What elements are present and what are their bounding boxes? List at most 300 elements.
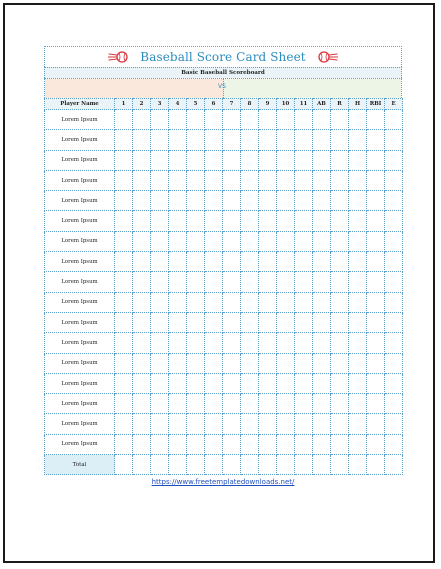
score-cell[interactable] <box>277 353 295 373</box>
score-cell[interactable] <box>259 252 277 272</box>
score-cell[interactable] <box>385 434 403 454</box>
score-cell[interactable] <box>349 110 367 130</box>
score-cell[interactable] <box>241 252 259 272</box>
score-cell[interactable] <box>349 170 367 190</box>
score-cell[interactable] <box>151 231 169 251</box>
score-cell[interactable] <box>205 191 223 211</box>
score-cell[interactable] <box>169 110 187 130</box>
score-cell[interactable] <box>205 292 223 312</box>
score-cell[interactable] <box>223 434 241 454</box>
score-cell[interactable] <box>169 312 187 332</box>
score-cell[interactable] <box>241 292 259 312</box>
score-cell[interactable] <box>133 434 151 454</box>
score-cell[interactable] <box>295 252 313 272</box>
score-cell[interactable] <box>367 312 385 332</box>
total-cell[interactable] <box>259 455 277 475</box>
total-cell[interactable] <box>169 455 187 475</box>
score-cell[interactable] <box>151 394 169 414</box>
score-cell[interactable] <box>259 414 277 434</box>
score-cell[interactable] <box>259 150 277 170</box>
score-cell[interactable] <box>331 434 349 454</box>
score-cell[interactable] <box>115 353 133 373</box>
score-cell[interactable] <box>295 394 313 414</box>
score-cell[interactable] <box>367 272 385 292</box>
score-cell[interactable] <box>331 130 349 150</box>
score-cell[interactable] <box>313 414 331 434</box>
score-cell[interactable] <box>133 292 151 312</box>
score-cell[interactable] <box>133 373 151 393</box>
score-cell[interactable] <box>367 252 385 272</box>
score-cell[interactable] <box>331 312 349 332</box>
score-cell[interactable] <box>151 252 169 272</box>
player-name-cell[interactable]: Lorem Ipsum <box>45 150 115 170</box>
score-cell[interactable] <box>205 373 223 393</box>
score-cell[interactable] <box>187 110 205 130</box>
score-cell[interactable] <box>277 231 295 251</box>
footer-link[interactable]: https://www.freetemplatedownloads.net/ <box>151 478 295 486</box>
score-cell[interactable] <box>133 272 151 292</box>
score-cell[interactable] <box>331 191 349 211</box>
score-cell[interactable] <box>223 211 241 231</box>
score-cell[interactable] <box>349 394 367 414</box>
score-cell[interactable] <box>133 353 151 373</box>
score-cell[interactable] <box>331 231 349 251</box>
score-cell[interactable] <box>151 373 169 393</box>
score-cell[interactable] <box>313 394 331 414</box>
score-cell[interactable] <box>313 130 331 150</box>
score-cell[interactable] <box>313 292 331 312</box>
score-cell[interactable] <box>349 150 367 170</box>
score-cell[interactable] <box>151 333 169 353</box>
score-cell[interactable] <box>187 150 205 170</box>
score-cell[interactable] <box>115 191 133 211</box>
score-cell[interactable] <box>115 272 133 292</box>
score-cell[interactable] <box>277 292 295 312</box>
score-cell[interactable] <box>187 333 205 353</box>
score-cell[interactable] <box>331 333 349 353</box>
score-cell[interactable] <box>385 394 403 414</box>
score-cell[interactable] <box>151 170 169 190</box>
score-cell[interactable] <box>367 211 385 231</box>
score-cell[interactable] <box>169 191 187 211</box>
score-cell[interactable] <box>223 312 241 332</box>
score-cell[interactable] <box>295 231 313 251</box>
score-cell[interactable] <box>241 170 259 190</box>
total-cell[interactable] <box>115 455 133 475</box>
score-cell[interactable] <box>187 414 205 434</box>
score-cell[interactable] <box>259 373 277 393</box>
score-cell[interactable] <box>295 211 313 231</box>
score-cell[interactable] <box>331 292 349 312</box>
score-cell[interactable] <box>313 333 331 353</box>
score-cell[interactable] <box>205 150 223 170</box>
score-cell[interactable] <box>331 211 349 231</box>
player-name-cell[interactable]: Lorem Ipsum <box>45 170 115 190</box>
score-cell[interactable] <box>349 130 367 150</box>
score-cell[interactable] <box>187 130 205 150</box>
score-cell[interactable] <box>151 434 169 454</box>
player-name-cell[interactable]: Lorem Ipsum <box>45 373 115 393</box>
score-cell[interactable] <box>313 272 331 292</box>
score-cell[interactable] <box>115 231 133 251</box>
player-name-cell[interactable]: Lorem Ipsum <box>45 252 115 272</box>
player-name-cell[interactable]: Lorem Ipsum <box>45 414 115 434</box>
score-cell[interactable] <box>169 292 187 312</box>
score-cell[interactable] <box>115 373 133 393</box>
score-cell[interactable] <box>241 150 259 170</box>
score-cell[interactable] <box>133 231 151 251</box>
score-cell[interactable] <box>331 272 349 292</box>
score-cell[interactable] <box>241 434 259 454</box>
score-cell[interactable] <box>241 312 259 332</box>
score-cell[interactable] <box>349 252 367 272</box>
player-name-cell[interactable]: Lorem Ipsum <box>45 434 115 454</box>
score-cell[interactable] <box>277 150 295 170</box>
score-cell[interactable] <box>133 312 151 332</box>
score-cell[interactable] <box>277 312 295 332</box>
score-cell[interactable] <box>205 434 223 454</box>
score-cell[interactable] <box>205 211 223 231</box>
score-cell[interactable] <box>259 170 277 190</box>
score-cell[interactable] <box>367 373 385 393</box>
score-cell[interactable] <box>277 130 295 150</box>
score-cell[interactable] <box>241 191 259 211</box>
score-cell[interactable] <box>259 333 277 353</box>
score-cell[interactable] <box>367 231 385 251</box>
score-cell[interactable] <box>187 292 205 312</box>
score-cell[interactable] <box>277 110 295 130</box>
score-cell[interactable] <box>367 130 385 150</box>
score-cell[interactable] <box>259 353 277 373</box>
score-cell[interactable] <box>385 231 403 251</box>
score-cell[interactable] <box>313 252 331 272</box>
score-cell[interactable] <box>187 373 205 393</box>
player-name-cell[interactable]: Lorem Ipsum <box>45 110 115 130</box>
score-cell[interactable] <box>277 191 295 211</box>
score-cell[interactable] <box>241 272 259 292</box>
score-cell[interactable] <box>187 272 205 292</box>
score-cell[interactable] <box>313 231 331 251</box>
score-cell[interactable] <box>169 333 187 353</box>
score-cell[interactable] <box>349 434 367 454</box>
score-cell[interactable] <box>115 394 133 414</box>
score-cell[interactable] <box>133 414 151 434</box>
score-cell[interactable] <box>259 211 277 231</box>
home-team-field[interactable] <box>45 79 224 98</box>
score-cell[interactable] <box>133 130 151 150</box>
score-cell[interactable] <box>169 414 187 434</box>
score-cell[interactable] <box>241 373 259 393</box>
score-cell[interactable] <box>313 211 331 231</box>
score-cell[interactable] <box>115 333 133 353</box>
score-cell[interactable] <box>187 434 205 454</box>
total-cell[interactable] <box>295 455 313 475</box>
score-cell[interactable] <box>331 252 349 272</box>
score-cell[interactable] <box>169 394 187 414</box>
score-cell[interactable] <box>331 150 349 170</box>
score-cell[interactable] <box>223 394 241 414</box>
score-cell[interactable] <box>205 231 223 251</box>
player-name-cell[interactable]: Lorem Ipsum <box>45 394 115 414</box>
player-name-cell[interactable]: Lorem Ipsum <box>45 231 115 251</box>
score-cell[interactable] <box>295 373 313 393</box>
score-cell[interactable] <box>349 333 367 353</box>
player-name-cell[interactable]: Lorem Ipsum <box>45 130 115 150</box>
score-cell[interactable] <box>169 211 187 231</box>
score-cell[interactable] <box>205 414 223 434</box>
score-cell[interactable] <box>349 211 367 231</box>
score-cell[interactable] <box>259 434 277 454</box>
score-cell[interactable] <box>259 130 277 150</box>
score-cell[interactable] <box>277 252 295 272</box>
score-cell[interactable] <box>133 150 151 170</box>
total-cell[interactable] <box>241 455 259 475</box>
score-cell[interactable] <box>205 252 223 272</box>
score-cell[interactable] <box>367 150 385 170</box>
score-cell[interactable] <box>169 170 187 190</box>
score-cell[interactable] <box>349 292 367 312</box>
score-cell[interactable] <box>385 150 403 170</box>
total-cell[interactable] <box>349 455 367 475</box>
player-name-cell[interactable]: Lorem Ipsum <box>45 312 115 332</box>
score-cell[interactable] <box>223 231 241 251</box>
score-cell[interactable] <box>385 130 403 150</box>
score-cell[interactable] <box>313 191 331 211</box>
score-cell[interactable] <box>259 110 277 130</box>
score-cell[interactable] <box>331 110 349 130</box>
score-cell[interactable] <box>331 353 349 373</box>
score-cell[interactable] <box>277 434 295 454</box>
score-cell[interactable] <box>313 150 331 170</box>
score-cell[interactable] <box>385 312 403 332</box>
score-cell[interactable] <box>151 312 169 332</box>
score-cell[interactable] <box>259 231 277 251</box>
score-cell[interactable] <box>385 353 403 373</box>
score-cell[interactable] <box>169 434 187 454</box>
score-cell[interactable] <box>205 170 223 190</box>
total-cell[interactable] <box>205 455 223 475</box>
score-cell[interactable] <box>367 414 385 434</box>
score-cell[interactable] <box>331 394 349 414</box>
score-cell[interactable] <box>223 272 241 292</box>
score-cell[interactable] <box>169 231 187 251</box>
total-cell[interactable] <box>331 455 349 475</box>
score-cell[interactable] <box>259 191 277 211</box>
score-cell[interactable] <box>295 312 313 332</box>
score-cell[interactable] <box>349 373 367 393</box>
score-cell[interactable] <box>367 170 385 190</box>
score-cell[interactable] <box>385 414 403 434</box>
player-name-cell[interactable]: Lorem Ipsum <box>45 333 115 353</box>
score-cell[interactable] <box>295 130 313 150</box>
score-cell[interactable] <box>385 272 403 292</box>
player-name-cell[interactable]: Lorem Ipsum <box>45 292 115 312</box>
score-cell[interactable] <box>133 170 151 190</box>
score-cell[interactable] <box>385 373 403 393</box>
player-name-cell[interactable]: Lorem Ipsum <box>45 191 115 211</box>
score-cell[interactable] <box>331 414 349 434</box>
score-cell[interactable] <box>115 150 133 170</box>
score-cell[interactable] <box>259 292 277 312</box>
score-cell[interactable] <box>115 252 133 272</box>
score-cell[interactable] <box>151 130 169 150</box>
score-cell[interactable] <box>187 211 205 231</box>
score-cell[interactable] <box>349 231 367 251</box>
score-cell[interactable] <box>367 191 385 211</box>
score-cell[interactable] <box>241 394 259 414</box>
score-cell[interactable] <box>295 414 313 434</box>
score-cell[interactable] <box>115 130 133 150</box>
score-cell[interactable] <box>187 394 205 414</box>
score-cell[interactable] <box>313 312 331 332</box>
score-cell[interactable] <box>115 170 133 190</box>
score-cell[interactable] <box>187 170 205 190</box>
score-cell[interactable] <box>349 414 367 434</box>
total-cell[interactable] <box>367 455 385 475</box>
score-cell[interactable] <box>169 150 187 170</box>
total-cell[interactable] <box>151 455 169 475</box>
score-cell[interactable] <box>115 110 133 130</box>
total-cell[interactable] <box>133 455 151 475</box>
score-cell[interactable] <box>187 312 205 332</box>
score-cell[interactable] <box>277 373 295 393</box>
score-cell[interactable] <box>205 394 223 414</box>
score-cell[interactable] <box>115 434 133 454</box>
score-cell[interactable] <box>277 394 295 414</box>
score-cell[interactable] <box>259 312 277 332</box>
score-cell[interactable] <box>277 211 295 231</box>
score-cell[interactable] <box>205 333 223 353</box>
score-cell[interactable] <box>295 191 313 211</box>
score-cell[interactable] <box>151 150 169 170</box>
score-cell[interactable] <box>313 170 331 190</box>
score-cell[interactable] <box>313 434 331 454</box>
score-cell[interactable] <box>367 394 385 414</box>
score-cell[interactable] <box>367 434 385 454</box>
score-cell[interactable] <box>133 333 151 353</box>
score-cell[interactable] <box>151 292 169 312</box>
score-cell[interactable] <box>385 333 403 353</box>
score-cell[interactable] <box>187 353 205 373</box>
score-cell[interactable] <box>205 272 223 292</box>
score-cell[interactable] <box>133 252 151 272</box>
score-cell[interactable] <box>295 434 313 454</box>
score-cell[interactable] <box>241 353 259 373</box>
score-cell[interactable] <box>385 211 403 231</box>
score-cell[interactable] <box>295 292 313 312</box>
score-cell[interactable] <box>187 231 205 251</box>
score-cell[interactable] <box>223 373 241 393</box>
score-cell[interactable] <box>205 312 223 332</box>
score-cell[interactable] <box>187 252 205 272</box>
score-cell[interactable] <box>241 130 259 150</box>
score-cell[interactable] <box>151 191 169 211</box>
score-cell[interactable] <box>367 292 385 312</box>
score-cell[interactable] <box>223 292 241 312</box>
score-cell[interactable] <box>169 373 187 393</box>
score-cell[interactable] <box>169 272 187 292</box>
score-cell[interactable] <box>133 211 151 231</box>
score-cell[interactable] <box>223 170 241 190</box>
score-cell[interactable] <box>313 353 331 373</box>
score-cell[interactable] <box>349 191 367 211</box>
score-cell[interactable] <box>277 414 295 434</box>
score-cell[interactable] <box>349 353 367 373</box>
score-cell[interactable] <box>259 272 277 292</box>
score-cell[interactable] <box>115 211 133 231</box>
score-cell[interactable] <box>349 312 367 332</box>
score-cell[interactable] <box>367 333 385 353</box>
player-name-cell[interactable]: Lorem Ipsum <box>45 272 115 292</box>
score-cell[interactable] <box>367 110 385 130</box>
score-cell[interactable] <box>367 353 385 373</box>
score-cell[interactable] <box>115 414 133 434</box>
score-cell[interactable] <box>295 333 313 353</box>
score-cell[interactable] <box>169 252 187 272</box>
score-cell[interactable] <box>151 414 169 434</box>
score-cell[interactable] <box>151 353 169 373</box>
score-cell[interactable] <box>223 353 241 373</box>
score-cell[interactable] <box>385 292 403 312</box>
player-name-cell[interactable]: Lorem Ipsum <box>45 211 115 231</box>
score-cell[interactable] <box>223 333 241 353</box>
score-cell[interactable] <box>241 211 259 231</box>
score-cell[interactable] <box>115 312 133 332</box>
score-cell[interactable] <box>331 373 349 393</box>
score-cell[interactable] <box>151 110 169 130</box>
score-cell[interactable] <box>223 191 241 211</box>
score-cell[interactable] <box>223 252 241 272</box>
score-cell[interactable] <box>295 353 313 373</box>
score-cell[interactable] <box>205 353 223 373</box>
score-cell[interactable] <box>169 130 187 150</box>
score-cell[interactable] <box>133 394 151 414</box>
score-cell[interactable] <box>223 130 241 150</box>
score-cell[interactable] <box>241 414 259 434</box>
score-cell[interactable] <box>277 170 295 190</box>
score-cell[interactable] <box>313 110 331 130</box>
score-cell[interactable] <box>133 191 151 211</box>
total-cell[interactable] <box>277 455 295 475</box>
score-cell[interactable] <box>187 191 205 211</box>
score-cell[interactable] <box>205 110 223 130</box>
score-cell[interactable] <box>385 110 403 130</box>
score-cell[interactable] <box>169 353 187 373</box>
score-cell[interactable] <box>277 272 295 292</box>
score-cell[interactable] <box>385 191 403 211</box>
score-cell[interactable] <box>277 333 295 353</box>
score-cell[interactable] <box>295 272 313 292</box>
score-cell[interactable] <box>151 211 169 231</box>
score-cell[interactable] <box>241 231 259 251</box>
score-cell[interactable] <box>331 170 349 190</box>
score-cell[interactable] <box>205 130 223 150</box>
score-cell[interactable] <box>259 394 277 414</box>
score-cell[interactable] <box>151 272 169 292</box>
score-cell[interactable] <box>133 110 151 130</box>
total-cell[interactable] <box>313 455 331 475</box>
score-cell[interactable] <box>295 170 313 190</box>
score-cell[interactable] <box>223 414 241 434</box>
score-cell[interactable] <box>241 333 259 353</box>
score-cell[interactable] <box>313 373 331 393</box>
player-name-cell[interactable]: Lorem Ipsum <box>45 353 115 373</box>
score-cell[interactable] <box>295 110 313 130</box>
score-cell[interactable] <box>223 110 241 130</box>
score-cell[interactable] <box>241 110 259 130</box>
score-cell[interactable] <box>349 272 367 292</box>
total-cell[interactable] <box>223 455 241 475</box>
